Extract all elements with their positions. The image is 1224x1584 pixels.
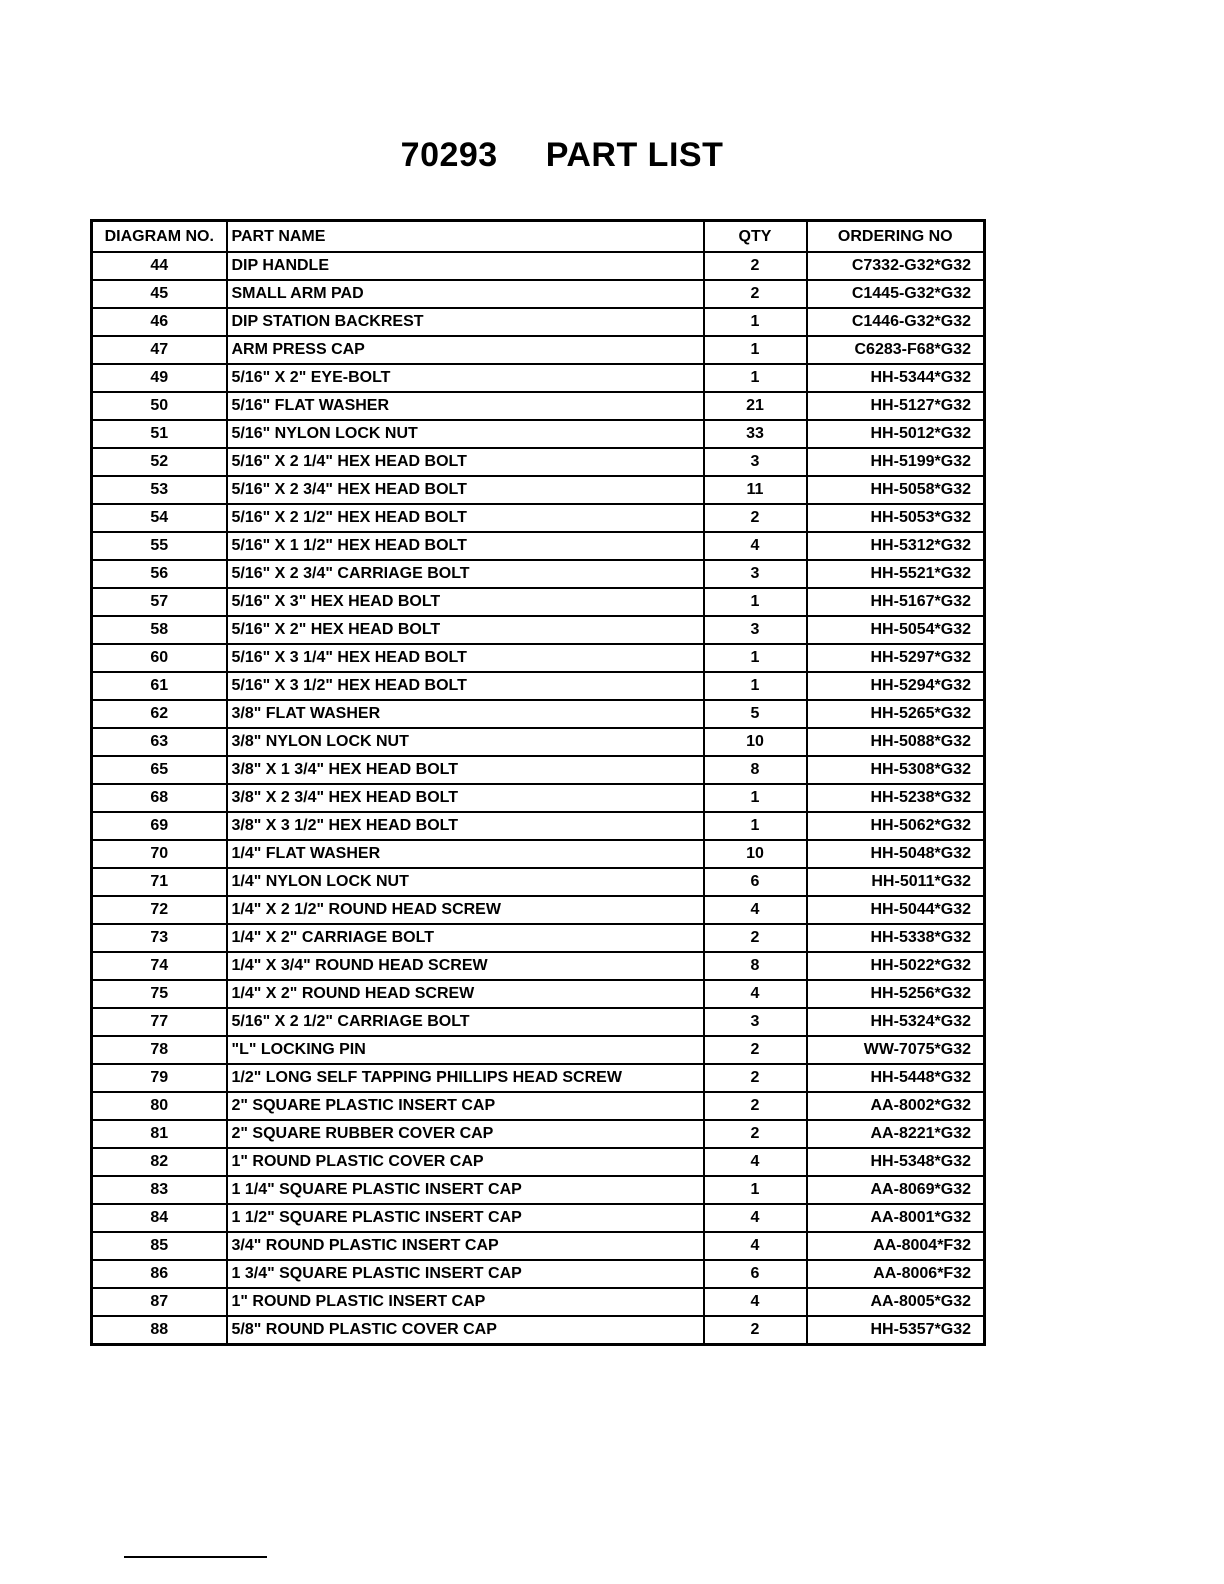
cell-qty: 3 [704, 616, 807, 644]
cell-ordering-no: HH-5053*G32 [807, 504, 985, 532]
cell-diagram-no: 82 [92, 1148, 227, 1176]
cell-diagram-no: 44 [92, 252, 227, 280]
table-row [92, 364, 985, 392]
cell-part-name: 1 1/4" SQUARE PLASTIC INSERT CAP [227, 1176, 704, 1204]
cell-qty: 8 [704, 952, 807, 980]
cell-part-name: DIP STATION BACKREST [227, 308, 704, 336]
cell-diagram-no: 60 [92, 644, 227, 672]
cell-ordering-no: HH-5058*G32 [807, 476, 985, 504]
cell-diagram-no: 53 [92, 476, 227, 504]
cell-part-name: 2" SQUARE RUBBER COVER CAP [227, 1120, 704, 1148]
table-row [92, 672, 985, 700]
cell-diagram-no: 77 [92, 1008, 227, 1036]
cell-qty: 3 [704, 448, 807, 476]
header-row [92, 221, 985, 253]
table-row [92, 280, 985, 308]
cell-diagram-no: 88 [92, 1316, 227, 1345]
cell-ordering-no: AA-8006*F32 [807, 1260, 985, 1288]
cell-ordering-no: AA-8005*G32 [807, 1288, 985, 1316]
cell-ordering-no: AA-8069*G32 [807, 1176, 985, 1204]
cell-ordering-no: HH-5127*G32 [807, 392, 985, 420]
cell-diagram-no: 49 [92, 364, 227, 392]
cell-ordering-no: HH-5256*G32 [807, 980, 985, 1008]
table-row [92, 924, 985, 952]
cell-part-name: 5/16" X 3 1/2" HEX HEAD BOLT [227, 672, 704, 700]
cell-qty: 1 [704, 364, 807, 392]
cell-ordering-no: HH-5348*G32 [807, 1148, 985, 1176]
table-row [92, 1120, 985, 1148]
table-row [92, 840, 985, 868]
cell-qty: 10 [704, 840, 807, 868]
cell-ordering-no: HH-5448*G32 [807, 1064, 985, 1092]
cell-ordering-no: HH-5088*G32 [807, 728, 985, 756]
cell-ordering-no: HH-5062*G32 [807, 812, 985, 840]
table-row [92, 1232, 985, 1260]
cell-qty: 2 [704, 1092, 807, 1120]
cell-qty: 1 [704, 784, 807, 812]
cell-ordering-no: C6283-F68*G32 [807, 336, 985, 364]
cell-part-name: 1" ROUND PLASTIC COVER CAP [227, 1148, 704, 1176]
cell-part-name: 5/16" X 3" HEX HEAD BOLT [227, 588, 704, 616]
cell-ordering-no: HH-5324*G32 [807, 1008, 985, 1036]
cell-part-name: 1/4" X 2 1/2" ROUND HEAD SCREW [227, 896, 704, 924]
parts-table [90, 219, 986, 1346]
cell-qty: 2 [704, 504, 807, 532]
cell-ordering-no: HH-5297*G32 [807, 644, 985, 672]
table-row [92, 560, 985, 588]
cell-part-name: 5/16" X 2" HEX HEAD BOLT [227, 616, 704, 644]
cell-diagram-no: 70 [92, 840, 227, 868]
cell-qty: 1 [704, 812, 807, 840]
cell-diagram-no: 86 [92, 1260, 227, 1288]
cell-part-name: 1/4" X 2" CARRIAGE BOLT [227, 924, 704, 952]
cell-qty: 4 [704, 1232, 807, 1260]
cell-part-name: 5/16" X 1 1/2" HEX HEAD BOLT [227, 532, 704, 560]
cell-part-name: 3/4" ROUND PLASTIC INSERT CAP [227, 1232, 704, 1260]
table-row [92, 1204, 985, 1232]
cell-diagram-no: 84 [92, 1204, 227, 1232]
table-row [92, 1036, 985, 1064]
cell-diagram-no: 56 [92, 560, 227, 588]
cell-qty: 4 [704, 1204, 807, 1232]
cell-part-name: 1/4" NYLON LOCK NUT [227, 868, 704, 896]
cell-part-name: 5/16" NYLON LOCK NUT [227, 420, 704, 448]
table-row [92, 1148, 985, 1176]
cell-qty: 1 [704, 588, 807, 616]
footer-rule [124, 1556, 267, 1558]
cell-part-name: 1/2" LONG SELF TAPPING PHILLIPS HEAD SCREW [227, 1064, 704, 1092]
cell-part-name: 5/16" X 3 1/4" HEX HEAD BOLT [227, 644, 704, 672]
cell-qty: 33 [704, 420, 807, 448]
cell-ordering-no: C1446-G32*G32 [807, 308, 985, 336]
cell-diagram-no: 55 [92, 532, 227, 560]
cell-part-name: 5/16" X 2 1/4" HEX HEAD BOLT [227, 448, 704, 476]
cell-qty: 2 [704, 252, 807, 280]
cell-diagram-no: 51 [92, 420, 227, 448]
table-row [92, 308, 985, 336]
cell-diagram-no: 65 [92, 756, 227, 784]
header-part-name: PART NAME [227, 221, 704, 253]
cell-qty: 6 [704, 1260, 807, 1288]
cell-diagram-no: 83 [92, 1176, 227, 1204]
cell-diagram-no: 75 [92, 980, 227, 1008]
cell-ordering-no: HH-5054*G32 [807, 616, 985, 644]
cell-part-name: 1/4" X 3/4" ROUND HEAD SCREW [227, 952, 704, 980]
cell-diagram-no: 80 [92, 1092, 227, 1120]
cell-part-name: 3/8" X 1 3/4" HEX HEAD BOLT [227, 756, 704, 784]
table-row [92, 1316, 985, 1345]
cell-qty: 8 [704, 756, 807, 784]
table-row [92, 1064, 985, 1092]
cell-qty: 3 [704, 560, 807, 588]
cell-ordering-no: AA-8002*G32 [807, 1092, 985, 1120]
cell-qty: 2 [704, 1036, 807, 1064]
table-row [92, 700, 985, 728]
cell-qty: 1 [704, 672, 807, 700]
page-title [0, 136, 1124, 175]
header-ordering-no: ORDERING NO [807, 221, 985, 253]
table-row [92, 784, 985, 812]
cell-part-name: 1/4" FLAT WASHER [227, 840, 704, 868]
cell-qty: 4 [704, 896, 807, 924]
cell-qty: 3 [704, 1008, 807, 1036]
cell-qty: 2 [704, 924, 807, 952]
cell-ordering-no: WW-7075*G32 [807, 1036, 985, 1064]
cell-part-name: 2" SQUARE PLASTIC INSERT CAP [227, 1092, 704, 1120]
cell-diagram-no: 87 [92, 1288, 227, 1316]
table-row [92, 420, 985, 448]
table-row [92, 532, 985, 560]
cell-diagram-no: 68 [92, 784, 227, 812]
cell-part-name: SMALL ARM PAD [227, 280, 704, 308]
cell-qty: 5 [704, 700, 807, 728]
cell-diagram-no: 71 [92, 868, 227, 896]
cell-qty: 21 [704, 392, 807, 420]
table-row [92, 476, 985, 504]
cell-diagram-no: 46 [92, 308, 227, 336]
cell-diagram-no: 63 [92, 728, 227, 756]
cell-part-name: 5/16" X 2 3/4" CARRIAGE BOLT [227, 560, 704, 588]
cell-diagram-no: 57 [92, 588, 227, 616]
header-qty: QTY [704, 221, 807, 253]
cell-part-name: 5/16" X 2 1/2" CARRIAGE BOLT [227, 1008, 704, 1036]
cell-part-name: 3/8" NYLON LOCK NUT [227, 728, 704, 756]
cell-ordering-no: HH-5312*G32 [807, 532, 985, 560]
cell-qty: 2 [704, 1316, 807, 1345]
cell-part-name: DIP HANDLE [227, 252, 704, 280]
table-row [92, 1260, 985, 1288]
table-row [92, 336, 985, 364]
cell-qty: 1 [704, 1176, 807, 1204]
cell-part-name: 1" ROUND PLASTIC INSERT CAP [227, 1288, 704, 1316]
table-row [92, 616, 985, 644]
table-row [92, 504, 985, 532]
cell-part-name: 1 1/2" SQUARE PLASTIC INSERT CAP [227, 1204, 704, 1232]
cell-qty: 2 [704, 1064, 807, 1092]
cell-part-name: 5/16" FLAT WASHER [227, 392, 704, 420]
cell-ordering-no: HH-5238*G32 [807, 784, 985, 812]
cell-diagram-no: 52 [92, 448, 227, 476]
header-diagram-no: DIAGRAM NO. [92, 221, 227, 253]
table-row [92, 952, 985, 980]
cell-ordering-no: HH-5012*G32 [807, 420, 985, 448]
cell-diagram-no: 69 [92, 812, 227, 840]
cell-diagram-no: 45 [92, 280, 227, 308]
cell-qty: 4 [704, 980, 807, 1008]
table-row [92, 1176, 985, 1204]
cell-ordering-no: HH-5521*G32 [807, 560, 985, 588]
table-row [92, 756, 985, 784]
cell-ordering-no: HH-5199*G32 [807, 448, 985, 476]
cell-ordering-no: HH-5011*G32 [807, 868, 985, 896]
table-row [92, 252, 985, 280]
cell-diagram-no: 81 [92, 1120, 227, 1148]
cell-part-name: 5/8" ROUND PLASTIC COVER CAP [227, 1316, 704, 1345]
cell-ordering-no: HH-5048*G32 [807, 840, 985, 868]
cell-qty: 4 [704, 1288, 807, 1316]
cell-qty: 4 [704, 1148, 807, 1176]
cell-ordering-no: HH-5338*G32 [807, 924, 985, 952]
cell-ordering-no: HH-5308*G32 [807, 756, 985, 784]
cell-qty: 1 [704, 336, 807, 364]
cell-diagram-no: 85 [92, 1232, 227, 1260]
cell-ordering-no: C1445-G32*G32 [807, 280, 985, 308]
table-row [92, 392, 985, 420]
cell-ordering-no: HH-5167*G32 [807, 588, 985, 616]
title-text: PART LIST [545, 136, 724, 174]
cell-qty: 11 [704, 476, 807, 504]
cell-ordering-no: AA-8004*F32 [807, 1232, 985, 1260]
table-row [92, 1092, 985, 1120]
cell-diagram-no: 79 [92, 1064, 227, 1092]
cell-ordering-no: HH-5022*G32 [807, 952, 985, 980]
table-row [92, 588, 985, 616]
cell-part-name: 5/16" X 2 1/2" HEX HEAD BOLT [227, 504, 704, 532]
cell-qty: 4 [704, 532, 807, 560]
cell-qty: 1 [704, 308, 807, 336]
cell-part-name: 1 3/4" SQUARE PLASTIC INSERT CAP [227, 1260, 704, 1288]
table-row [92, 980, 985, 1008]
cell-part-name: 5/16" X 2" EYE-BOLT [227, 364, 704, 392]
cell-part-name: "L" LOCKING PIN [227, 1036, 704, 1064]
table-row [92, 728, 985, 756]
cell-ordering-no: C7332-G32*G32 [807, 252, 985, 280]
cell-qty: 2 [704, 1120, 807, 1148]
cell-qty: 1 [704, 644, 807, 672]
cell-ordering-no: HH-5357*G32 [807, 1316, 985, 1345]
table-row [92, 1008, 985, 1036]
cell-ordering-no: AA-8221*G32 [807, 1120, 985, 1148]
cell-qty: 2 [704, 280, 807, 308]
table-row [92, 868, 985, 896]
cell-qty: 6 [704, 868, 807, 896]
table-row [92, 812, 985, 840]
table-row [92, 644, 985, 672]
table-row [92, 448, 985, 476]
cell-diagram-no: 72 [92, 896, 227, 924]
cell-ordering-no: HH-5265*G32 [807, 700, 985, 728]
cell-diagram-no: 73 [92, 924, 227, 952]
cell-diagram-no: 74 [92, 952, 227, 980]
cell-diagram-no: 61 [92, 672, 227, 700]
cell-ordering-no: HH-5344*G32 [807, 364, 985, 392]
cell-part-name: 5/16" X 2 3/4" HEX HEAD BOLT [227, 476, 704, 504]
table-row [92, 896, 985, 924]
cell-diagram-no: 47 [92, 336, 227, 364]
table-row [92, 1288, 985, 1316]
cell-qty: 10 [704, 728, 807, 756]
cell-diagram-no: 50 [92, 392, 227, 420]
cell-diagram-no: 54 [92, 504, 227, 532]
cell-part-name: 3/8" X 2 3/4" HEX HEAD BOLT [227, 784, 704, 812]
cell-diagram-no: 78 [92, 1036, 227, 1064]
cell-ordering-no: AA-8001*G32 [807, 1204, 985, 1232]
cell-ordering-no: HH-5044*G32 [807, 896, 985, 924]
cell-diagram-no: 62 [92, 700, 227, 728]
cell-part-name: ARM PRESS CAP [227, 336, 704, 364]
cell-part-name: 3/8" FLAT WASHER [227, 700, 704, 728]
cell-part-name: 3/8" X 3 1/2" HEX HEAD BOLT [227, 812, 704, 840]
cell-part-name: 1/4" X 2" ROUND HEAD SCREW [227, 980, 704, 1008]
cell-diagram-no: 58 [92, 616, 227, 644]
parts-table-body [92, 252, 985, 1345]
model-number: 70293 [400, 136, 498, 174]
cell-ordering-no: HH-5294*G32 [807, 672, 985, 700]
